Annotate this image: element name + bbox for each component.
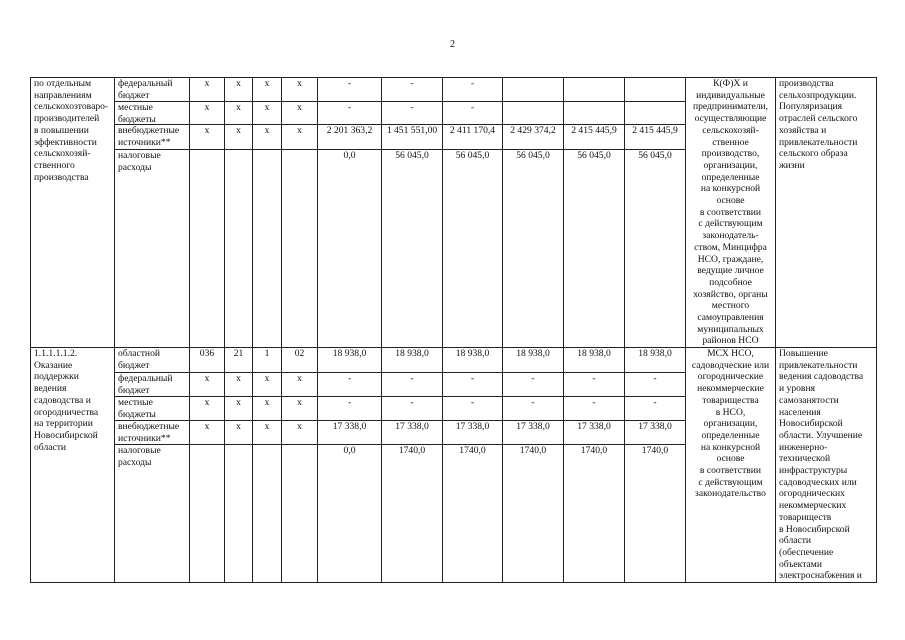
year-amount-cell: -	[382, 78, 443, 102]
budget-code-cell	[282, 445, 318, 583]
budget-code-cell: х	[253, 397, 282, 421]
year-amount-cell: 2 411 170,4	[443, 125, 503, 150]
year-amount-cell: -	[318, 102, 382, 125]
year-amount-cell: 17 338,0	[503, 421, 564, 445]
budget-code-cell	[190, 445, 225, 583]
year-amount-cell: 2 415 445,9	[564, 125, 625, 150]
budget-code-cell: 1	[253, 348, 282, 373]
budget-code-cell	[282, 150, 318, 348]
year-amount-cell: -	[625, 373, 686, 397]
participants-cell: К(Ф)Х и индивидуальные предприниматели, осуществляющие сельскохозяй- ственное производство, организации, определенные на конкурсной основе в соответствии с действующим законодатель- ством, Минцифра НСО, граждане, ведущие личное подсобное хозяйство, органы местного самоуправления муниципальных районов НСО	[686, 78, 776, 348]
year-amount-cell: 56 045,0	[564, 150, 625, 348]
budget-code-cell: х	[225, 78, 253, 102]
page-number: 2	[450, 39, 455, 50]
budget-code-cell: х	[225, 397, 253, 421]
year-amount-cell: 18 938,0	[503, 348, 564, 373]
budget-code-cell: х	[190, 102, 225, 125]
funding-source-cell: федеральный бюджет	[115, 78, 190, 102]
funding-source-cell: налоговые расходы	[115, 150, 190, 348]
year-amount-cell: -	[564, 397, 625, 421]
budget-code-cell: х	[225, 373, 253, 397]
funding-source-cell: областной бюджет	[115, 348, 190, 373]
year-amount-cell: 0,0	[318, 150, 382, 348]
year-amount-cell: 56 045,0	[625, 150, 686, 348]
budget-code-cell: х	[282, 421, 318, 445]
year-amount-cell: -	[318, 397, 382, 421]
year-amount-cell	[503, 102, 564, 125]
budget-code-cell	[253, 445, 282, 583]
budget-code-cell: х	[253, 102, 282, 125]
budget-code-cell: 036	[190, 348, 225, 373]
budget-code-cell: 02	[282, 348, 318, 373]
participants-cell: МСХ НСО, садоводческие или огороднические некоммерческие товарищества в НСО, организации, определенные на конкурсной основе в соответствии с действующим законодательство	[686, 348, 776, 583]
year-amount-cell: 1740,0	[564, 445, 625, 583]
budget-code-cell	[253, 150, 282, 348]
budget-code-cell: х	[190, 78, 225, 102]
year-amount-cell: 1740,0	[443, 445, 503, 583]
year-amount-cell: -	[382, 102, 443, 125]
year-amount-cell: -	[382, 373, 443, 397]
funding-source-cell: федеральный бюджет	[115, 373, 190, 397]
budget-code-cell: х	[190, 373, 225, 397]
year-amount-cell: -	[443, 78, 503, 102]
expected-result-cell: производства сельхозпродукции. Популяризация отраслей сельского хозяйства и привлекательности сельского образа жизни	[776, 78, 877, 348]
funding-source-cell: внебюджетные источники**	[115, 421, 190, 445]
budget-code-cell: х	[190, 125, 225, 150]
budget-code-cell: х	[282, 78, 318, 102]
measure-block	[31, 78, 877, 348]
funding-source-cell: местные бюджеты	[115, 397, 190, 421]
year-amount-cell: 1 451 551,00	[382, 125, 443, 150]
year-amount-cell	[503, 78, 564, 102]
funding-source-cell: налоговые расходы	[115, 445, 190, 583]
measure-block	[31, 348, 877, 583]
budget-code-cell: х	[225, 102, 253, 125]
measure-name-cell: по отдельным направлениям сельскохозтоваро- производителей в повышении эффективности сельскохозяй- ственного производства	[31, 78, 115, 348]
year-amount-cell: 56 045,0	[503, 150, 564, 348]
year-amount-cell: 18 938,0	[564, 348, 625, 373]
measure-name-cell: 1.1.1.1.1.2. Оказание поддержки ведения садоводства и огородничества на территории Новосибирской области	[31, 348, 115, 583]
year-amount-cell: 2 201 363,2	[318, 125, 382, 150]
budget-code-cell: х	[225, 125, 253, 150]
budget-code-cell: х	[253, 373, 282, 397]
budget-code-cell: 21	[225, 348, 253, 373]
budget-code-cell: х	[253, 78, 282, 102]
budget-code-cell: х	[190, 397, 225, 421]
year-amount-cell: -	[564, 373, 625, 397]
year-amount-cell: 17 338,0	[564, 421, 625, 445]
budget-code-cell	[225, 445, 253, 583]
budget-code-cell: х	[282, 397, 318, 421]
year-amount-cell: -	[503, 397, 564, 421]
year-amount-cell: 1740,0	[382, 445, 443, 583]
budget-code-cell	[225, 150, 253, 348]
funding-source-cell: внебюджетные источники**	[115, 125, 190, 150]
year-amount-cell: -	[443, 373, 503, 397]
year-amount-cell: 2 429 374,2	[503, 125, 564, 150]
program-measures-table	[30, 77, 877, 583]
year-amount-cell: 18 938,0	[443, 348, 503, 373]
year-amount-cell: -	[382, 397, 443, 421]
year-amount-cell: 0,0	[318, 445, 382, 583]
funding-source-cell: местные бюджеты	[115, 102, 190, 125]
expected-result-cell: Повышение привлекательности ведения садоводства и уровня самозанятости населения Новосибирской области. Улучшение инженерно- технической инфраструктуры садоводческих или огороднических некоммерческих товариществ в Новосибирской области (обеспечение объектами электроснабжения и	[776, 348, 877, 583]
year-amount-cell: 17 338,0	[382, 421, 443, 445]
year-amount-cell: 56 045,0	[443, 150, 503, 348]
budget-code-cell	[190, 150, 225, 348]
year-amount-cell: 17 338,0	[443, 421, 503, 445]
budget-code-cell: х	[253, 125, 282, 150]
year-amount-cell: -	[503, 373, 564, 397]
year-amount-cell: 17 338,0	[318, 421, 382, 445]
budget-code-cell: х	[190, 421, 225, 445]
year-amount-cell: 17 338,0	[625, 421, 686, 445]
year-amount-cell: 1740,0	[625, 445, 686, 583]
year-amount-cell: -	[443, 102, 503, 125]
year-amount-cell	[625, 102, 686, 125]
budget-code-cell: х	[282, 373, 318, 397]
budget-code-cell: х	[282, 102, 318, 125]
year-amount-cell: -	[318, 373, 382, 397]
year-amount-cell: 18 938,0	[382, 348, 443, 373]
year-amount-cell	[564, 102, 625, 125]
year-amount-cell: -	[443, 397, 503, 421]
budget-code-cell: х	[253, 421, 282, 445]
year-amount-cell: -	[625, 397, 686, 421]
year-amount-cell: 18 938,0	[318, 348, 382, 373]
year-amount-cell: 18 938,0	[625, 348, 686, 373]
year-amount-cell	[564, 78, 625, 102]
year-amount-cell: 2 415 445,9	[625, 125, 686, 150]
year-amount-cell: -	[318, 78, 382, 102]
budget-code-cell: х	[282, 125, 318, 150]
year-amount-cell: 56 045,0	[382, 150, 443, 348]
budget-code-cell: х	[225, 421, 253, 445]
year-amount-cell: 1740,0	[503, 445, 564, 583]
year-amount-cell	[625, 78, 686, 102]
